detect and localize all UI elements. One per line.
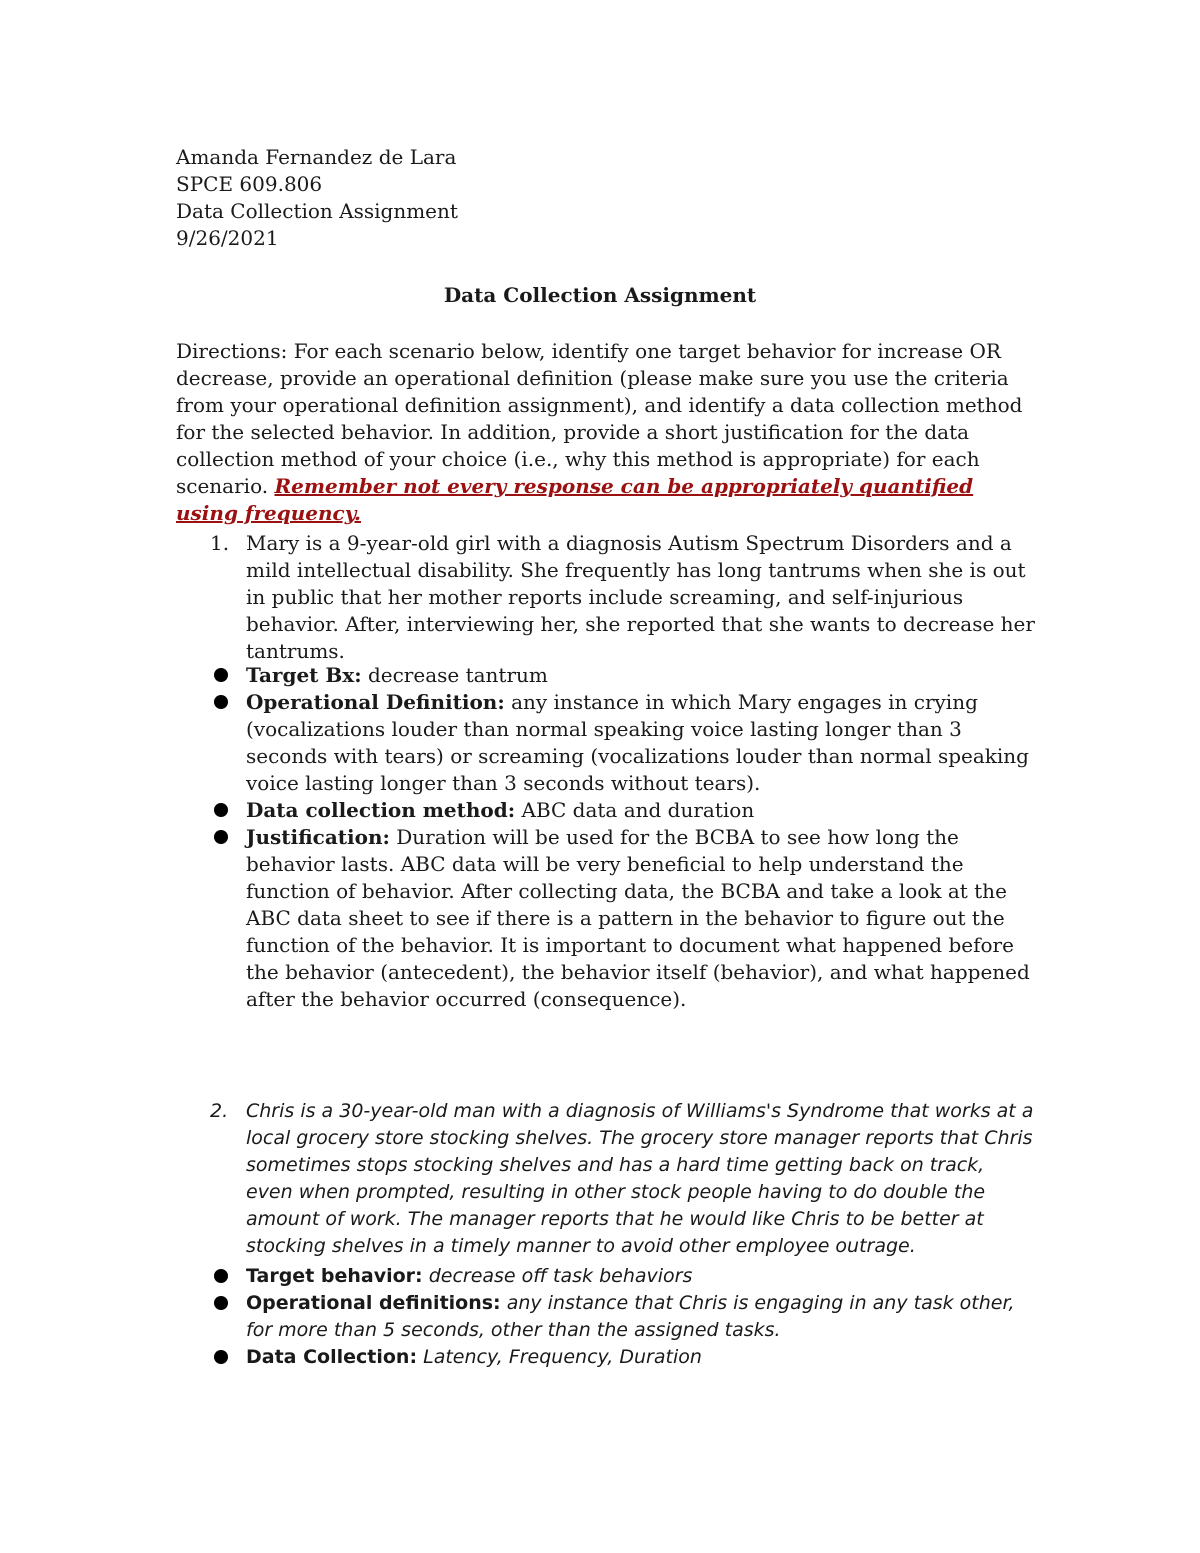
bullet-value: ABC data and duration [521,798,755,822]
bullet-value: Latency, Frequency, Duration [423,1346,702,1368]
bullet-justification [210,824,1040,1013]
directions-paragraph [176,338,1026,527]
author-name: Amanda Fernandez de Lara [176,145,457,169]
directions-text: Directions: For each scenario below, identify one target behavior for increase OR decrease, provide an operational definition (please make sure you use the criteria from your operational definition assignment), and identify a data collection method for the selected behavior. In addition, provide a short justification for the data collection method of your choice (i.e., why this method is appropriate) for each scenario. [176,339,1023,498]
bullet-dot-icon [214,668,228,682]
bullet-dot-icon [214,1296,228,1310]
directions-emphasis: Remember not every response can be appropriately quantified using frequency. [176,474,974,525]
bullet-value: decrease tantrum [367,663,548,687]
bullet-value: any instance in which Mary engages in crying (vocalizations louder than normal speaking voice lasting longer than 3 seconds with tears) or screaming (vocalizations louder than normal speaking voice lasting longer than 3 seconds without tears). [246,690,1029,795]
bullet-value: any instance that Chris is engaging in any task other, for more than 5 seconds, other than the assigned tasks. [246,1292,1015,1341]
scenario-number: 1. [210,531,230,555]
header-block [176,144,458,252]
page-title: Data Collection Assignment [443,283,757,307]
date: 9/26/2021 [176,226,279,250]
bullet-label: Operational Definition: [246,690,505,714]
assignment-name: Data Collection Assignment [176,199,458,223]
bullet-value: decrease off task behaviors [428,1265,693,1287]
bullet-label: Target Bx: [246,663,362,687]
bullet-label: Data collection method: [246,798,516,822]
bullet-value: Duration will be used for the BCBA to see how long the behavior lasts. ABC data will be very beneficial to help understand the function of behavior. After collecting data, the BCBA and take a look at the ABC data sheet to see if there is a pattern in the behavior to figure out the function of the behavior. It is important to document what happened before the behavior (antecedent), the behavior itself (behavior), and what happened after the behavior occurred (consequence). [246,825,1030,1011]
bullet-label: Data Collection: [246,1346,418,1368]
bullet-operational-definition [210,689,1040,797]
scenario-2-bullets [210,1263,1040,1371]
bullet-dot-icon [214,695,228,709]
bullet-data-collection [210,797,1040,824]
bullet-data-collection [210,1344,1040,1371]
scenario-text: Chris is a 30-year-old man with a diagnosis of Williams's Syndrome that works at a local grocery store stocking shelves. The grocery store manager reports that Chris sometimes stops stocking shelves and has a hard time getting back on track, even when prompted, resulting in other stock people having to do double the amount of work. The manager reports that he would like Chris to be better at stocking shelves in a timely manner to avoid other employee outrage. [246,1100,1034,1257]
scenario-text: Mary is a 9-year-old girl with a diagnosis Autism Spectrum Disorders and a mild intellectual disability. She frequently has long tantrums when she is out in public that her mother reports include screaming, and self-injurious behavior. After, interviewing her, she reported that she wants to decrease her tantrums. [246,531,1035,663]
scenario-2 [176,1098,1036,1260]
scenario-1 [176,530,1036,665]
bullet-label: Operational definitions: [246,1292,501,1314]
bullet-label: Justification: [246,825,390,849]
bullet-target [210,1263,1040,1290]
bullet-dot-icon [214,830,228,844]
course-code: SPCE 609.806 [176,172,323,196]
bullet-operational-definition [210,1290,1040,1344]
bullet-target [210,662,1040,689]
scenario-number: 2. [210,1100,229,1122]
bullet-dot-icon [214,1269,228,1283]
bullet-dot-icon [214,803,228,817]
scenario-1-bullets [210,662,1040,1013]
bullet-label: Target behavior: [246,1265,423,1287]
bullet-dot-icon [214,1350,228,1364]
